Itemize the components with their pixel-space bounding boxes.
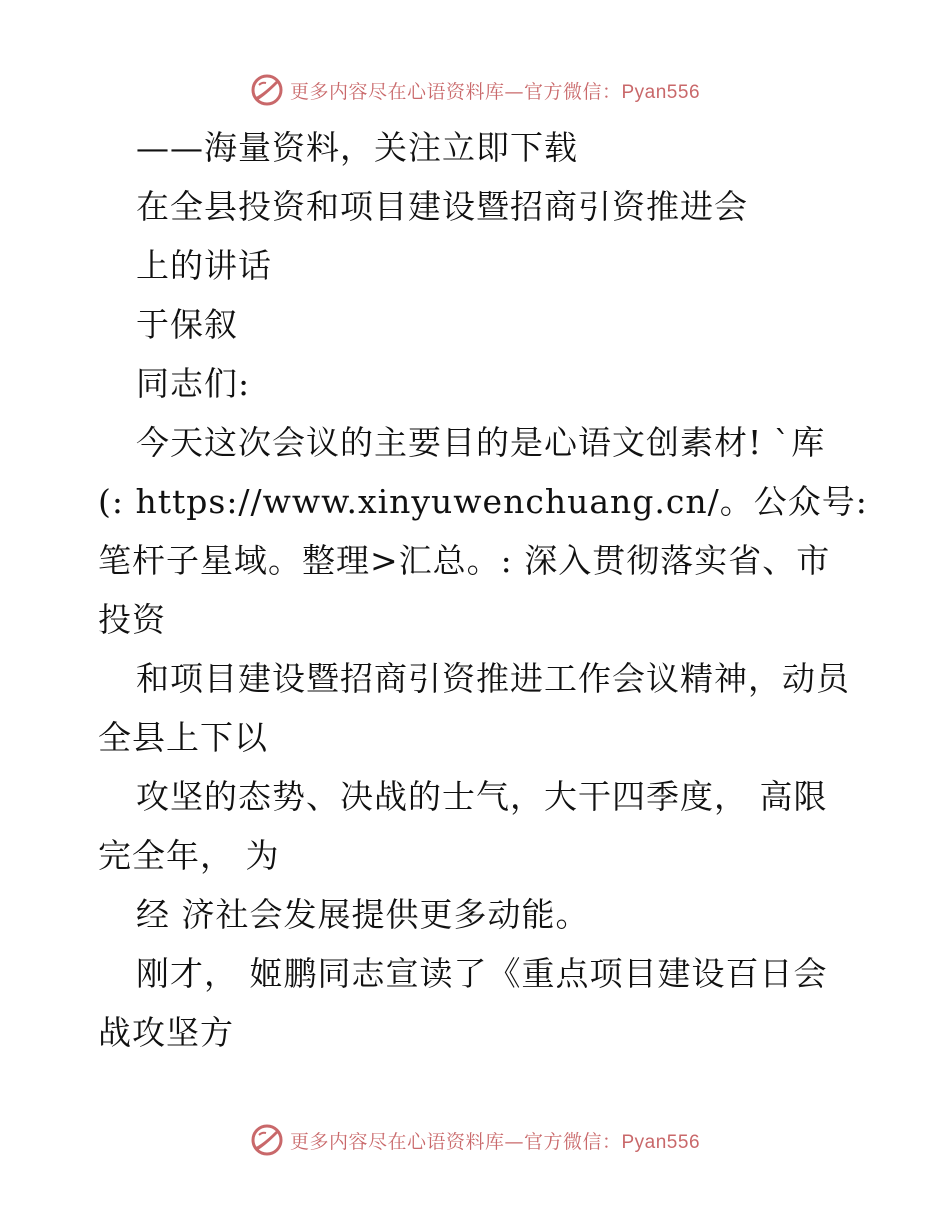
watermark-text <box>290 1127 700 1154</box>
text-line: 刚才， 姬鹏同志宣读了《重点项目建设百日会 <box>136 954 828 993</box>
text-line: 同志们: <box>136 364 251 403</box>
watermark-id: Pyan556 <box>621 81 701 103</box>
text-line: 在全县投资和项目建设暨招商引资推进会 <box>136 187 748 226</box>
text-line: 笔杆子星域。整理>汇总。: 深入贯彻落实省、市 <box>98 541 831 580</box>
watermark-text <box>290 77 700 104</box>
text-line: 全县上下以 <box>98 718 268 757</box>
writing-logo-icon <box>250 1123 284 1157</box>
text-line: 攻坚的态势、决战的士气，大干四季度， 高限 <box>136 777 828 816</box>
text-line: 和项目建设暨招商引资推进工作会议精神，动员 <box>136 659 850 698</box>
text-line: 战攻坚方 <box>98 1013 234 1052</box>
text-line: 完全年， 为 <box>98 836 280 875</box>
text-line: 于保叙 <box>136 305 238 344</box>
watermark-id: Pyan556 <box>621 1131 701 1153</box>
watermark-label: 更多内容尽在心语资料库—官方微信： <box>289 1130 622 1153</box>
text-line: 投资 <box>98 600 166 639</box>
writing-logo-icon <box>250 73 284 107</box>
text-line: 上的讲话 <box>136 246 272 285</box>
text-line: 今天这次会议的主要目的是心语文创素材! `库 <box>136 423 826 462</box>
text-line: ——海量资料，关注立即下载 <box>136 128 578 167</box>
footer-watermark <box>0 1120 950 1160</box>
text-line: 经 济社会发展提供更多动能。 <box>136 895 590 934</box>
header-watermark <box>0 70 950 110</box>
watermark-label: 更多内容尽在心语资料库—官方微信： <box>289 80 622 103</box>
text-line: (: https://www.xinyuwenchuang.cn/。公众号: <box>98 482 868 521</box>
document-body <box>98 118 868 1062</box>
